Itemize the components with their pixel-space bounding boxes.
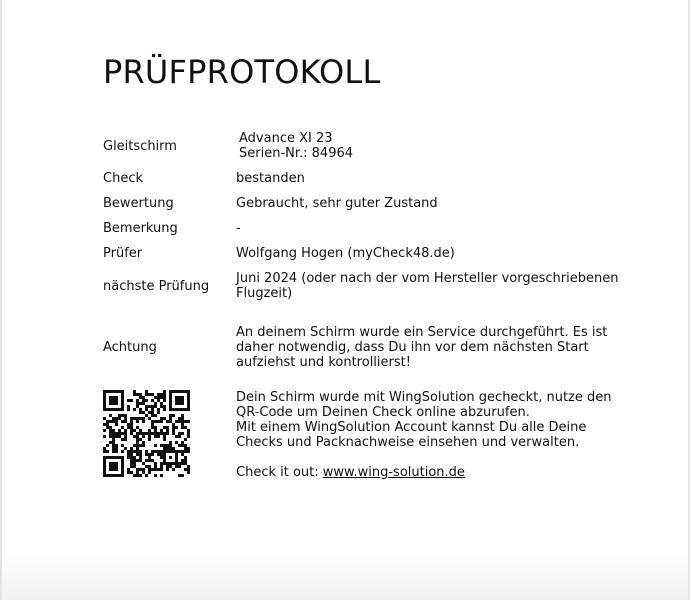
row-rating bbox=[103, 196, 623, 211]
qr-code-icon bbox=[103, 390, 190, 477]
value-next-check bbox=[236, 271, 623, 301]
info-cta bbox=[236, 465, 623, 480]
info-line-2: QR-Code um Deinen Check online abzurufen. bbox=[236, 405, 530, 420]
label-check: Check bbox=[103, 171, 143, 186]
info-line-1: Dein Schirm wurde mit WingSolution gecheckt, nutze den bbox=[236, 390, 612, 405]
label-warning: Achtung bbox=[103, 340, 157, 355]
row-warning bbox=[103, 325, 623, 370]
row-remark bbox=[103, 221, 623, 236]
warning-line-1: An deinem Schirm wurde ein Service durchgeführt. Es ist bbox=[236, 325, 608, 340]
value-glider bbox=[236, 131, 623, 161]
label-inspector: Prüfer bbox=[103, 246, 143, 261]
glider-serial: Serien-Nr.: 84964 bbox=[239, 146, 354, 161]
warning-line-2: daher notwendig, dass Du ihn vor dem nächsten Start bbox=[236, 340, 589, 355]
info-spacer bbox=[236, 450, 623, 465]
value-rating: Gebraucht, sehr guter Zustand bbox=[236, 196, 438, 211]
wingsolution-info bbox=[236, 390, 623, 480]
info-line-4: Checks und Packnachweise einsehen und verwalten. bbox=[236, 435, 580, 450]
label-glider: Gleitschirm bbox=[103, 138, 177, 154]
value-check: bestanden bbox=[236, 171, 305, 186]
value-warning bbox=[236, 325, 623, 370]
cta-prefix: Check it out: bbox=[236, 465, 323, 480]
next-check-line-1: Juni 2024 (oder nach der vom Hersteller vorgeschriebenen bbox=[236, 271, 619, 286]
row-glider bbox=[103, 131, 623, 161]
label-next-check: nächste Prüfung bbox=[103, 278, 210, 294]
value-remark: - bbox=[236, 221, 241, 236]
glider-model: Advance XI 23 bbox=[239, 131, 333, 146]
qr-code-container bbox=[103, 390, 236, 477]
row-inspector bbox=[103, 246, 623, 261]
warning-line-3: aufziehst und kontrollierst! bbox=[236, 355, 411, 370]
document-title: PRÜFPROTOKOLL bbox=[103, 53, 381, 91]
value-inspector: Wolfgang Hogen (myCheck48.de) bbox=[236, 246, 455, 261]
row-next-check bbox=[103, 271, 623, 301]
info-line-3: Mit einem WingSolution Account kannst Du alle Deine bbox=[236, 420, 587, 435]
label-rating: Bewertung bbox=[103, 196, 174, 211]
row-check bbox=[103, 171, 623, 186]
qr-section bbox=[103, 390, 623, 480]
next-check-line-2: Flugzeit) bbox=[236, 286, 293, 301]
wingsolution-link[interactable]: www.wing-solution.de bbox=[322, 465, 465, 480]
label-remark: Bemerkung bbox=[103, 221, 178, 236]
